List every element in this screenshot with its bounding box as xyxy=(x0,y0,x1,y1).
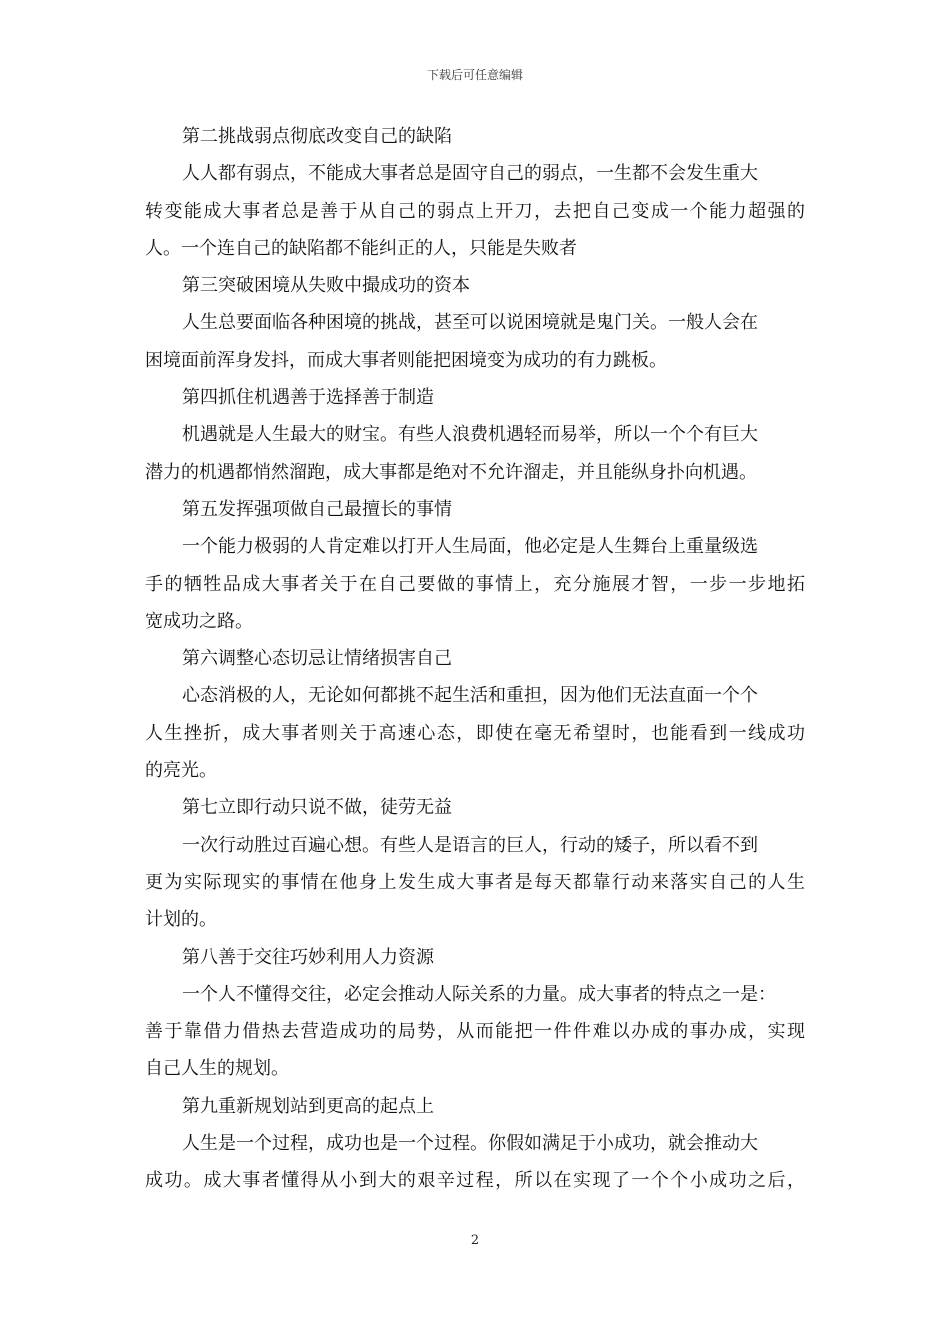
paragraph-line: 自己人生的规划。 xyxy=(145,1058,289,1080)
page-number: 2 xyxy=(470,1233,480,1248)
paragraph-line: 计划的。 xyxy=(145,909,217,931)
paragraph-line: 人生总要面临各种困境的挑战，甚至可以说困境就是鬼门关。一般人会在 xyxy=(182,312,758,334)
paragraph-line: 一次行动胜过百遍心想。有些人是语言的巨人，行动的矮子，所以看不到 xyxy=(182,834,758,856)
paragraph-line: 潜力的机遇都悄然溜跑，成大事都是绝对不允许溜走，并且能纵身扑向机遇。 xyxy=(145,461,757,483)
section-heading: 第四抓住机遇善于选择善于制造 xyxy=(182,387,434,409)
paragraph-line: 的亮光。 xyxy=(145,760,217,782)
paragraph-line: 手的牺牲品成大事者关于在自己要做的事情上，充分施展才智，一步一步地拓 xyxy=(145,573,805,595)
section-heading: 第七立即行动只说不做，徒劳无益 xyxy=(182,797,452,819)
paragraph-line: 人生挫折，成大事者则关于高速心态，即使在毫无希望时，也能看到一线成功 xyxy=(145,722,805,744)
paragraph-line: 成功。成大事者懂得从小到大的艰辛过程，所以在实现了一个个小成功之后， xyxy=(145,1170,805,1192)
document-body xyxy=(145,118,805,1200)
section-heading: 第八善于交往巧妙利用人力资源 xyxy=(182,946,434,968)
section-heading: 第二挑战弱点彻底改变自己的缺陷 xyxy=(182,126,452,147)
section-heading: 第九重新规划站到更高的起点上 xyxy=(182,1095,434,1117)
section-heading: 第五发挥强项做自己最擅长的事情 xyxy=(182,498,452,520)
paragraph-line: 机遇就是人生最大的财宝。有些人浪费机遇轻而易举，所以一个个有巨大 xyxy=(182,424,758,446)
paragraph-line: 人生是一个过程，成功也是一个过程。你假如满足于小成功，就会推动大 xyxy=(182,1133,758,1155)
paragraph-line: 人。一个连自己的缺陷都不能纠正的人，只能是失败者 xyxy=(145,237,577,259)
section-heading: 第三突破困境从失败中撮成功的资本 xyxy=(182,275,470,297)
paragraph-line: 善于靠借力借热去营造成功的局势，从而能把一件件难以办成的事办成，实现 xyxy=(145,1021,805,1043)
paragraph-line: 更为实际现实的事情在他身上发生成大事者是每天都靠行动来落实自己的人生 xyxy=(145,871,805,893)
section-heading: 第六调整心态切忌让情绪损害自己 xyxy=(182,648,452,670)
header-note: 下载后可任意编辑 xyxy=(426,68,523,82)
paragraph-line: 一个能力极弱的人肯定难以打开人生局面，他必定是人生舞台上重量级选 xyxy=(182,536,758,558)
paragraph-line: 人人都有弱点，不能成大事者总是固守自己的弱点，一生都不会发生重大 xyxy=(182,163,758,185)
paragraph-line: 心态消极的人，无论如何都挑不起生活和重担，因为他们无法直面一个个 xyxy=(182,685,758,707)
paragraph-line: 宽成功之路。 xyxy=(145,610,253,632)
paragraph-line: 困境面前浑身发抖，而成大事者则能把困境变为成功的有力跳板。 xyxy=(145,349,667,371)
paragraph-line: 转变能成大事者总是善于从自己的弱点上开刀，去把自己变成一个能力超强的 xyxy=(145,200,805,222)
paragraph-line: 一个人不懂得交往，必定会推动人际关系的力量。成大事者的特点之一是： xyxy=(182,983,776,1005)
